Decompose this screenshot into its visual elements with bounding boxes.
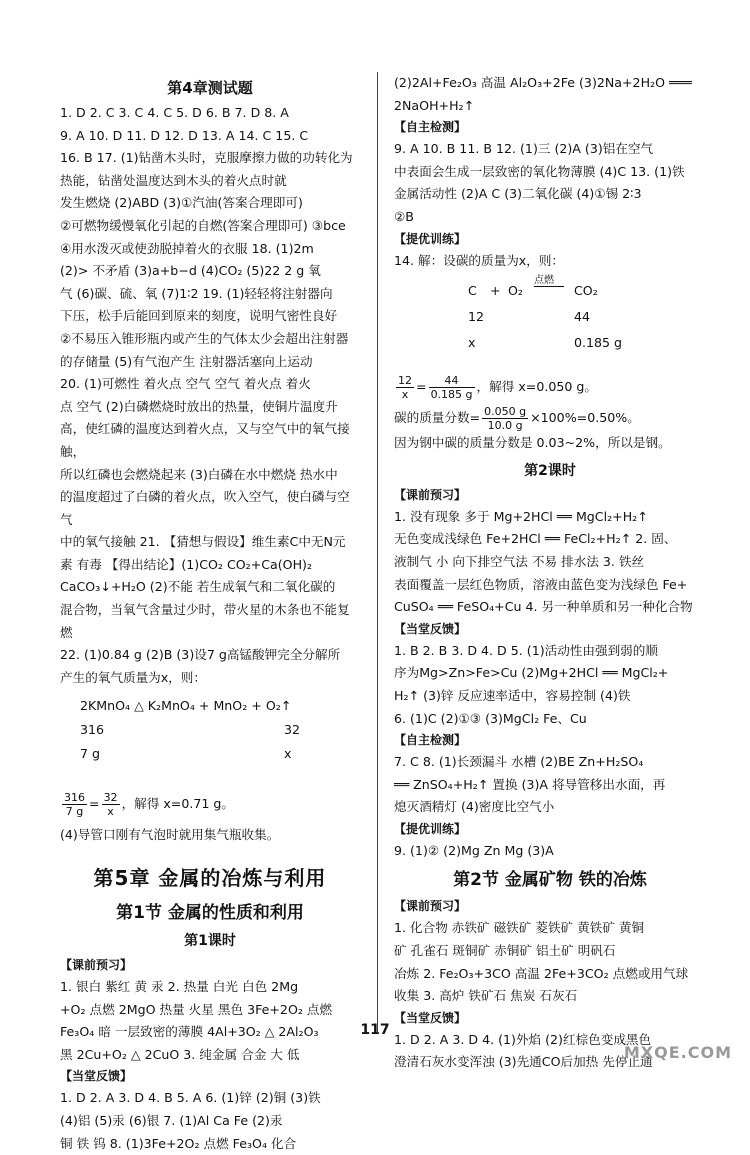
text-line: ②B [394,208,414,224]
tag-self-check: 【自主检测】 [394,120,467,135]
text-line: 黑 2Cu+O₂ △ 2CuO 3. 纯金属 合金 大 低 [60,1046,300,1062]
text-line: 收集 3. 高炉 铁矿石 焦炭 石灰石 [394,988,578,1004]
preview-answers-2 [394,506,706,619]
text-line: +O₂ 点燃 2MgO 热量 火星 黑色 3Fe+2O₂ 点燃 [60,1001,333,1017]
text-line: CuSO₄ ══ FeSO₄+Cu 4. 另一种单质和另一种化合物 [394,599,693,615]
text-line: 点 空气 (2)白磷燃烧时放出的热量，使铜片温度升 [60,398,338,414]
self-check-answers [394,138,706,228]
text-line: 液制气 小 向下排空气法 不易 排水法 3. 铁丝 [394,553,645,569]
tag-self-check-2: 【自主检测】 [394,733,467,748]
text-line: 热能，钻凿处温度达到木头的着火点时就 [60,172,287,188]
text-line: 1. 没有现象 多于 Mg+2HCl ══ MgCl₂+H₂↑ [394,508,648,524]
text-line: 发生燃烧 (2)ABD (3)①汽油(答案合理即可) [60,195,303,211]
text-line: 冶炼 2. Fe₂O₃+3CO 高温 2Fe+3CO₂ 点燃或用气球 [394,965,689,981]
text-line: (4)铝 (5)汞 (6)银 7. (1)Al Ca Fe (2)汞 [60,1113,283,1128]
text-line: 1. D 2. C 3. C 4. C 5. D 6. B 7. D 8. A [60,105,289,120]
carbon-equation: C + O₂ 点燃 CO₂ 12 44 x 0.185 g [468,275,623,351]
text-line: 1. 银白 紫红 黄 汞 2. 热量 白光 白色 2Mg [60,979,299,995]
text-line: 16. B 17. (1)钻凿木头时，克服摩擦力做的功转化为 [60,150,353,166]
text-line: 22. (1)0.84 g (2)B (3)设7 g高锰酸钾完全分解所 [60,647,341,663]
text-line: ══ ZnSO₄+H₂↑ 置换 (3)A 将导管移出水面，再 [394,776,666,792]
text-line: 混合物，当氧气含量过少时，带火星的木条也不能复燃 [60,602,350,640]
text-line: (2)2Al+Fe₂O₃ 高温 Al₂O₃+2Fe (3)2Na+2H₂O ═══ [394,75,692,90]
text-line: 6. (1)C (2)①③ (3)MgCl₂ Fe、Cu [394,710,587,726]
note-line: (4)导管口刚有气泡时就用集气瓶收集。 [60,827,280,843]
tag-preview-3: 【课前预习】 [394,899,467,914]
q14-line: 14. 解：设碳的质量为x，则： [394,252,565,268]
mass-316: 316 [80,722,105,738]
left-column [60,72,360,1155]
tag-feedback-2: 【当堂反馈】 [394,621,467,636]
text-line: ②可燃物缓慢氧化引起的自燃(答案合理即可) ③bce [60,217,346,233]
text-line: 气 (6)碳、硫、氧 (7)1∶2 19. (1)轻轻将注射器向 [60,285,333,301]
tag-preview: 【课前预习】 [60,958,133,973]
q14-solve: $\frac{12}{x}$ = $\frac{44}{0.185 g}$ ，解得 x=0.050 g。 [398,374,597,402]
text-line: 的温度超过了白磷的着火点，吹入空气，使白磷与空气 [60,489,350,527]
text-line: 金属活动性 (2)A C (3)二氧化碳 (4)①锡 2∶3 [394,186,642,202]
preview-answers-3 [394,917,706,1007]
text-line: 产生的氧气质量为x，则： [60,669,206,685]
section2-title: 第2节 金属矿物 铁的冶炼 [453,870,647,891]
text-line: 澄清石灰水变浑浊 (3)先通CO后加热 先停止通 [394,1054,653,1070]
text-line: 20. (1)可燃性 着火点 空气 空气 着火点 着火 [60,376,311,392]
tag-improve-2: 【提优训练】 [394,821,467,836]
text-line: 下压，松手后能回到原来的刻度，说明气密性良好 [60,308,338,324]
text-line: 7. C 8. (1)长颈漏斗 水槽 (2)BE Zn+H₂SO₄ [394,754,644,770]
test-title: 第4章测试题 [167,79,253,97]
text-line: 所以红磷也会燃烧起来 (3)白磷在水中燃烧 热水中 [60,466,338,482]
feedback-answers-2 [394,640,706,730]
text-line: 高，使红磷的温度达到着火点，又与空气中的氧气接触， [60,421,350,459]
tag-improve: 【提优训练】 [394,231,467,246]
text-line: 9. A 10. D 11. D 12. D 13. A 14. C 15. C [60,127,309,143]
tag-feedback-3: 【当堂反馈】 [394,1010,467,1025]
carbon-fraction: 碳的质量分数= $\frac{0.050 g}{10.0 g}$ ×100%=0.50%。 [394,405,640,433]
text-line: 素 有毒 【得出结论】(1)CO₂ CO₂+Ca(OH)₂ [60,556,313,572]
section-title: 第1节 金属的性质和利用 [116,903,304,924]
mass-32: 32 [284,722,301,738]
text-line: 的存储量 (5)有气泡产生 注射器活塞向上运动 [60,353,313,369]
equation-text: 2KMnO₄ △ K₂MnO₄ + MnO₂ + O₂↑ [80,698,292,714]
feedback-answers [60,1087,360,1155]
conclusion: 因为钢中碳的质量分数是 0.03~2%，所以是钢。 [394,435,671,451]
text-line: ④用水泼灭或使劲脱掉着火的衣服 18. (1)2m [60,240,314,256]
right-column [394,72,706,1074]
text-line: 中的氧气接触 21. 【猜想与假设】维生素C中无N元 [60,534,346,550]
text-line: Fe₃O₄ 暗 一层致密的薄膜 4Al+3O₂ △ 2Al₂O₃ [60,1024,319,1040]
lesson-title: 第1课时 [184,933,236,950]
continued-answers [394,72,706,117]
tag-feedback: 【当堂反馈】 [60,1069,133,1084]
text-line: H₂↑ (3)锌 反应速率适中，容易控制 (4)铁 [394,687,631,703]
text-line: ②不易压入锥形瓶内或产生的气体太少会超出注射器 [60,330,349,346]
q9-line: 9. (1)② (2)Mg Zn Mg (3)A [394,842,554,858]
text-line: 1. B 2. B 3. D 4. D 5. (1)活动性由强到弱的顺 [394,642,658,658]
text-line: 无色变成浅绿色 Fe+2HCl ══ FeCl₂+H₂↑ 2. 固、 [394,531,677,547]
given-7g: 7 g [80,746,101,762]
watermark-logo: MXQE.COM [623,1043,732,1062]
text-line: 1. 化合物 赤铁矿 磁铁矿 菱铁矿 黄铁矿 黄铜 [394,920,645,936]
text-line: 熄灭酒精灯 (4)密度比空气小 [394,799,555,815]
text-line: 2NaOH+H₂↑ [394,97,475,113]
text-line: (2)> 不矛盾 (3)a+b−d (4)CO₂ (5)22 2 g 氧 [60,263,321,279]
given-x: x [284,746,292,762]
text-line: 9. A 10. B 11. B 12. (1)三 (2)A (3)铝在空气 [394,141,654,157]
text-line: 序为Mg>Zn>Fe>Cu (2)Mg+2HCl ══ MgCl₂+ [394,665,669,681]
self-check-answers-2 [394,751,706,819]
page-number: 117 [360,1022,390,1038]
solve-line: $\frac{316}{7 g}$ = $\frac{32}{x}$ ，解得 x=0.71 g。 [64,791,234,819]
text-line: 1. D 2. A 3. D 4. B 5. A 6. (1)锌 (2)铜 (3)铁 [60,1090,321,1106]
lesson2-title: 第2课时 [524,462,576,479]
tag-preview-2: 【课前预习】 [394,487,467,502]
text-line: CaCO₃↓+H₂O (2)不能 若生成氧气和二氧化碳的 [60,579,336,595]
column-divider [377,72,378,1032]
text-line: 1. D 2. A 3. D 4. (1)外焰 (2)红棕色变成黑色 [394,1031,652,1047]
text-line: 表面覆盖一层红色物质，溶液由蓝色变为浅绿色 Fe+ [394,576,688,592]
test-answers [60,102,360,689]
kmno4-equation [60,693,360,789]
text-line: 矿 孔雀石 斑铜矿 赤铜矿 铝土矿 明矾石 [394,943,616,959]
text-line: 铜 铁 钨 8. (1)3Fe+2O₂ 点燃 Fe₃O₄ 化合 [60,1135,297,1151]
chapter-title: 第5章 金属的冶炼与利用 [93,866,327,891]
text-line: 中表面会生成一层致密的氧化物薄膜 (4)C 13. (1)铁 [394,163,685,179]
